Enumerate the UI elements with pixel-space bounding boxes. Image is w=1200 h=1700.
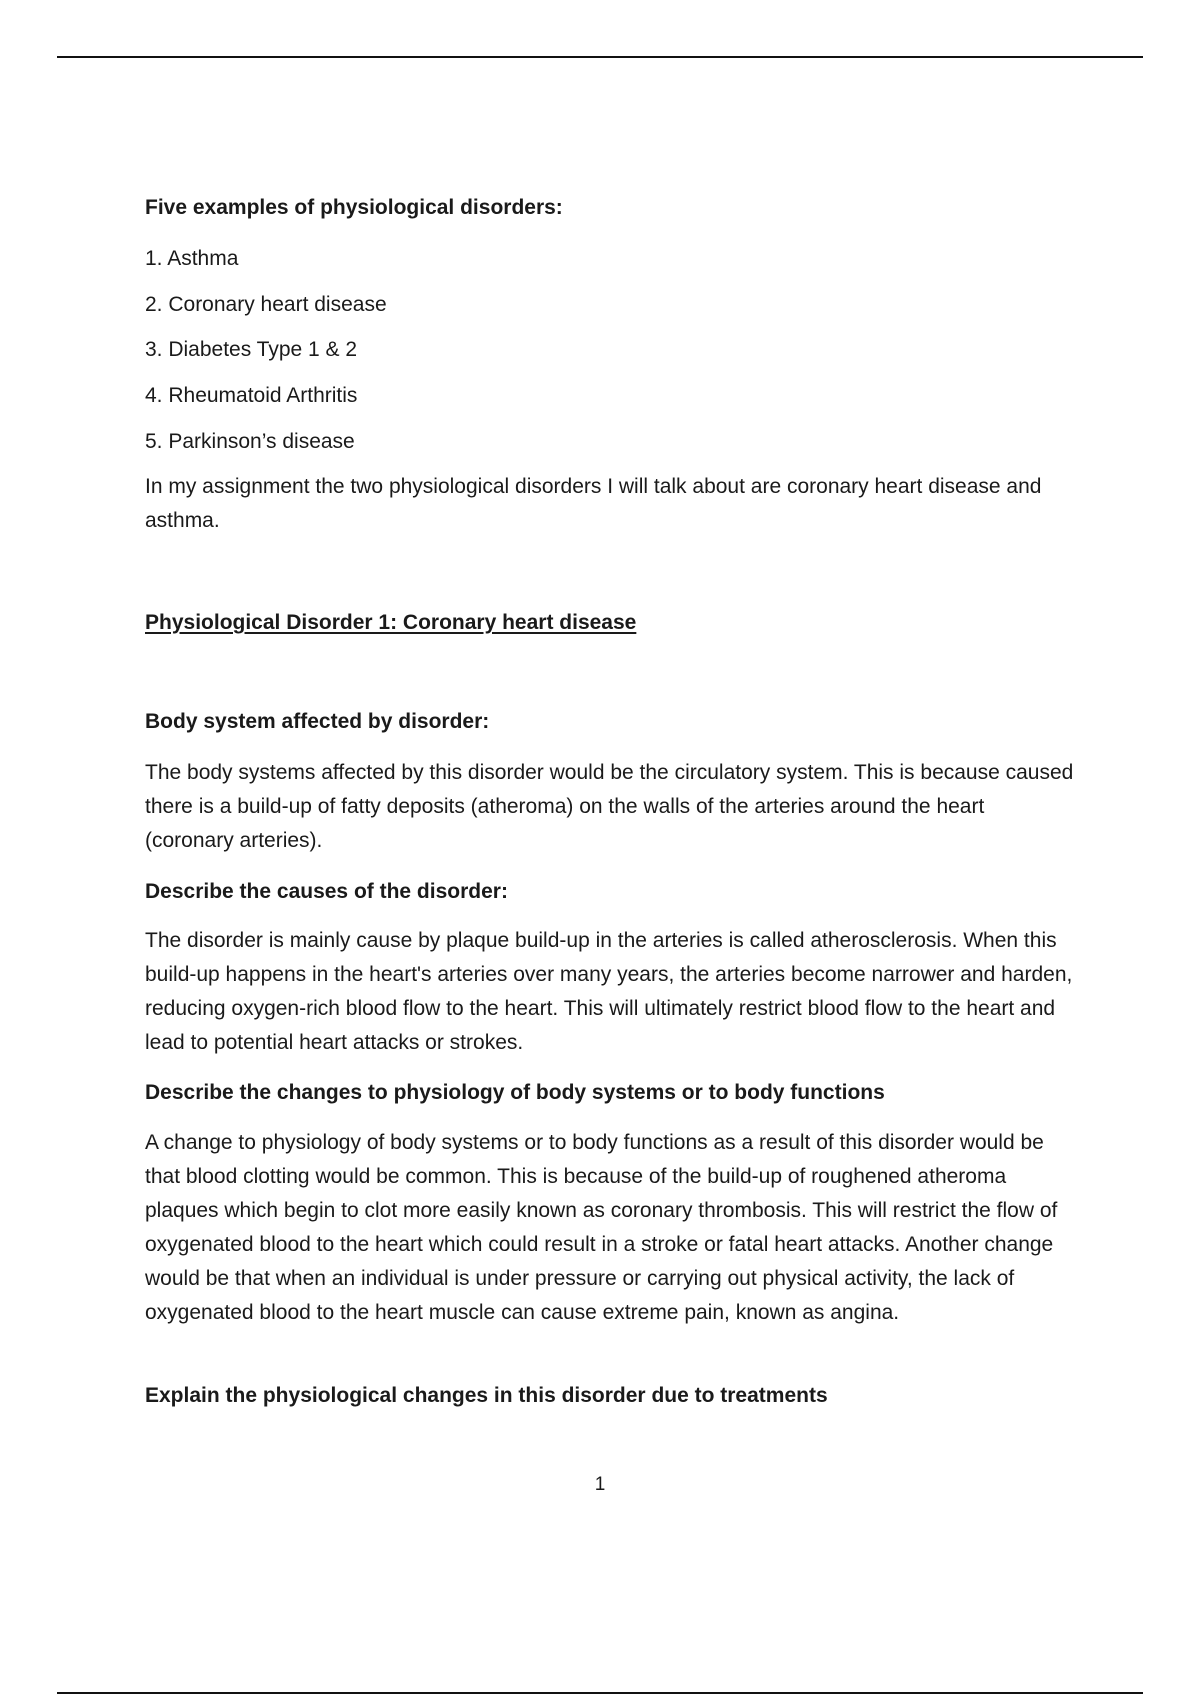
changes-paragraph: A change to physiology of body systems or to body functions as a result of this disorder would be that blood clotting would be common. This is because of the build-up of roughened atheroma plaques which begin to clot more easily known as coronary thrombosis. This will restrict the flow of oxygenated blood to the heart which could result in a stroke or fatal heart attacks. Another change would be that when an individual is under pressure or carrying out physical activity, the lack of oxygenated blood to the heart muscle can cause extreme pain, known as angina. [145, 1131, 1058, 1324]
example-item: 4. Rheumatoid Arthritis [145, 384, 358, 407]
example-item: 2. Coronary heart disease [145, 293, 387, 316]
body-system-heading: Body system affected by disorder: [145, 710, 490, 733]
example-item: 3. Diabetes Type 1 & 2 [145, 338, 358, 361]
example-item: 5. Parkinson’s disease [145, 430, 355, 453]
changes-heading: Describe the changes to physiology of body systems or to body functions [145, 1081, 885, 1104]
example-item: 1. Asthma [145, 247, 239, 270]
section-title: Physiological Disorder 1: Coronary heart disease [145, 611, 637, 634]
treatments-heading: Explain the physiological changes in this disorder due to treatments [145, 1384, 828, 1407]
page-number: 1 [594, 1474, 606, 1495]
footer-rule [57, 1692, 1143, 1694]
intro-paragraph: In my assignment the two physiological disorders I will talk about are coronary heart disease and asthma. [145, 475, 1042, 532]
body-system-paragraph: The body systems affected by this disorder would be the circulatory system. This is because caused there is a build-up of fatty deposits (atheroma) on the walls of the arteries around the heart (coronary arteries). [145, 761, 1074, 852]
examples-heading: Five examples of physiological disorders: [145, 196, 563, 219]
header-rule [57, 56, 1143, 58]
causes-paragraph: The disorder is mainly cause by plaque build-up in the arteries is called atherosclerosis. When this build-up happens in the heart's arteries over many years, the arteries become narrower and harden, reducing oxygen-rich blood flow to the heart. This will ultimately restrict blood flow to the heart and lead to potential heart attacks or strokes. [145, 929, 1073, 1054]
causes-heading: Describe the causes of the disorder: [145, 880, 508, 903]
